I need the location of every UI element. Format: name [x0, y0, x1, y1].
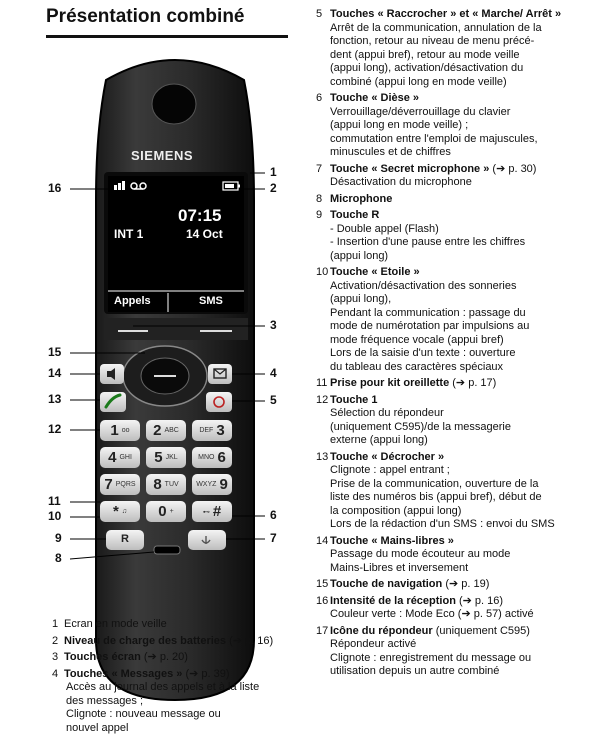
r-key-label[interactable]: R	[121, 533, 129, 545]
legend-description: Clignote : nouveau message ou	[66, 708, 221, 720]
legend-item	[316, 163, 600, 190]
legend-title: Microphone	[330, 192, 393, 205]
legend-item	[52, 635, 302, 649]
key-digit: 5	[154, 449, 163, 466]
legend-description: la composition (appui long)	[330, 504, 462, 517]
key-digit: 9	[219, 476, 228, 493]
legend-title: Touche « Etoile »	[330, 266, 420, 278]
legend-reference: (uniquement C595)	[432, 624, 530, 637]
legend-reference: (➔ p. 16)	[226, 634, 274, 647]
key-digit: 2	[153, 422, 162, 439]
key-4[interactable]	[100, 447, 140, 468]
legend-item	[316, 92, 600, 160]
legend-number: 17	[316, 624, 329, 637]
legend-description: Activation/désactivation des sonneries	[330, 279, 517, 292]
callout-2: 2	[270, 181, 277, 195]
legend-item	[316, 595, 600, 622]
legend-description: - Insertion d'une pause entre les chiffres	[330, 236, 526, 248]
key-digit: #	[212, 503, 222, 520]
legend-title: Icône du répondeur	[330, 624, 433, 637]
legend-title: Touche « Décrocher »	[330, 450, 445, 463]
callout-10: 10	[48, 509, 62, 523]
key-letters: ♫	[121, 508, 128, 515]
legend-number: 7	[316, 162, 323, 175]
earpiece	[152, 84, 196, 124]
legend-description: mode de numérotation par impulsions au	[330, 320, 530, 332]
key-letters: GHI	[119, 454, 132, 461]
key-letters: ABC	[164, 427, 179, 434]
key-digit: 1	[110, 422, 119, 439]
key-2[interactable]	[146, 420, 186, 441]
key-3[interactable]	[192, 420, 232, 441]
legend-description: Lors de la saisie d'un texte : ouverture	[330, 347, 516, 359]
legend-number: 16	[316, 594, 329, 607]
legend-item	[316, 8, 600, 89]
legend-number: 4	[52, 667, 59, 680]
legend-reference: (➔ p. 17)	[449, 377, 497, 389]
legend-title: Touche « Secret microphone »	[330, 162, 490, 175]
callout-3: 3	[270, 318, 277, 332]
legend-number: 8	[316, 192, 323, 205]
legend-description: Répondeur activé	[330, 638, 417, 650]
legend-item	[52, 651, 302, 665]
legend-description: liste des numéros bis (appui bref), début de	[330, 491, 542, 503]
legend-item	[316, 394, 600, 448]
callout-15: 15	[48, 345, 62, 359]
legend-number: 1	[52, 618, 59, 630]
legend-item	[316, 535, 600, 576]
callout-11: 11	[48, 494, 61, 508]
legend-title: Touches « Messages »	[64, 667, 183, 680]
key-letters: ⊷	[202, 508, 210, 516]
legend-description: Mains-Libres et inversement	[330, 561, 469, 574]
screen-date: 14 Oct	[186, 227, 223, 241]
legend-description: nouvel appel	[66, 721, 129, 734]
legend-description: commutation entre l'emploi de majuscules,	[330, 132, 538, 145]
key-digit: 4	[108, 449, 117, 466]
key-9[interactable]	[192, 474, 232, 495]
legend-title: Touches écran	[64, 651, 141, 663]
callout-13: 13	[48, 392, 62, 406]
legend-item	[316, 377, 600, 391]
legend-number: 3	[52, 651, 59, 663]
key-letters: TUV	[164, 481, 179, 488]
legend-item	[52, 668, 302, 736]
legend-list-right	[316, 8, 600, 682]
legend-description: Passage du mode écouteur au mode	[330, 548, 511, 560]
legend-title: Niveau de charge des batteries	[64, 634, 227, 647]
legend-reference: (➔ p. 30)	[489, 162, 537, 175]
key-letters: +	[169, 508, 174, 515]
key-letters: JKL	[165, 454, 178, 461]
legend-description: (uniquement C595)/de la messagerie	[330, 420, 511, 433]
callout-14: 14	[48, 366, 62, 380]
key-7[interactable]	[100, 474, 140, 495]
legend-item	[316, 209, 600, 263]
key-digit: *	[112, 503, 119, 520]
callout-8: 8	[55, 551, 62, 565]
key-letters: MNO	[198, 454, 215, 461]
key-letters: PQRS	[115, 481, 136, 488]
callout-5: 5	[270, 393, 277, 407]
legend-description: Pendant la communication : passage du	[330, 306, 526, 319]
legend-description: fonction, retour au niveau de menu précé-	[330, 35, 535, 47]
key-8[interactable]	[146, 474, 186, 495]
legend-description: Désactivation du microphone	[330, 176, 472, 188]
softkey-right-label[interactable]: SMS	[199, 295, 223, 307]
mute-key	[188, 530, 226, 550]
legend-title: Prise pour kit oreillette	[330, 377, 450, 389]
key-digit: 6	[217, 449, 226, 466]
legend-description: externe (appui long)	[330, 434, 428, 446]
legend-number: 11	[316, 377, 328, 389]
key-digit: 0	[158, 503, 167, 520]
legend-item	[52, 618, 302, 632]
legend-number: 6	[316, 92, 323, 104]
callout-4: 4	[270, 366, 277, 380]
legend-number: 15	[316, 578, 329, 590]
legend-description: Verrouillage/déverrouillage du clavier	[330, 105, 511, 118]
legend-description: du tableau des caractères spéciaux	[330, 360, 504, 373]
key-digit: 3	[216, 422, 225, 439]
brand-logo: SIEMENS	[131, 148, 194, 163]
key-6[interactable]	[192, 447, 232, 468]
legend-description: - Double appel (Flash)	[330, 222, 439, 235]
key-digit: 8	[153, 476, 162, 493]
legend-title: Touche « Mains-libres »	[330, 534, 454, 547]
legend-list-left	[52, 618, 302, 738]
legend-description: minuscules et de chiffres	[330, 146, 451, 158]
key-star[interactable]	[100, 501, 140, 522]
legend-description: (appui long en mode veille) ;	[330, 119, 469, 131]
callout-12: 12	[48, 422, 62, 436]
legend-number: 10	[316, 266, 329, 278]
legend-description: dent (appui bref), retour au mode veille	[330, 48, 520, 61]
legend-description: utilisation depuis un autre combiné	[330, 665, 500, 677]
key-0[interactable]	[146, 501, 186, 522]
legend-number: 13	[316, 450, 329, 463]
end-key	[206, 392, 232, 412]
callout-7: 7	[270, 531, 277, 545]
legend-number: 2	[52, 634, 59, 647]
legend-number: 14	[316, 534, 329, 547]
key-hash[interactable]	[192, 501, 232, 522]
legend-description: Prise de la communication, ouverture de la	[330, 477, 539, 490]
call-key	[100, 392, 126, 412]
legend-reference: (➔ p. 39)	[182, 667, 230, 680]
softkey-strip	[104, 318, 248, 340]
legend-item	[316, 451, 600, 532]
key-letters: oo	[121, 427, 130, 434]
callout-16: 16	[48, 181, 62, 195]
legend-title: Ecran en mode veille	[64, 618, 167, 630]
legend-description: Arrêt de la communication, annulation de la	[330, 21, 542, 34]
legend-reference: (➔ p. 19)	[442, 578, 490, 590]
key-1[interactable]	[100, 420, 140, 441]
callout-1: 1	[270, 165, 277, 179]
legend-description: Couleur verte : Mode Eco (➔ p. 57) activé	[330, 608, 534, 620]
legend-item	[316, 266, 600, 374]
legend-description: Clignote : enregistrement du message ou	[330, 651, 532, 664]
legend-description: Sélection du répondeur	[330, 407, 444, 419]
legend-description: mode fréquence vocale (appui bref)	[330, 333, 504, 346]
legend-title: Touches « Raccrocher » et « Marche/ Arrêt »	[330, 8, 562, 20]
legend-number: 9	[316, 209, 323, 221]
page-title: Présentation combiné	[46, 6, 245, 27]
legend-description: Lors de la rédaction d'un SMS : envoi du SMS	[330, 518, 555, 530]
legend-description: Clignote : appel entrant ;	[330, 464, 450, 476]
display	[108, 176, 244, 312]
legend-item	[316, 193, 600, 207]
legend-number: 12	[316, 393, 329, 406]
legend-reference: (➔ p. 16)	[455, 594, 504, 607]
legend-title: Intensité de la réception	[330, 594, 456, 607]
title-rule	[46, 35, 288, 38]
legend-description: des messages ;	[66, 694, 144, 707]
microphone-slot	[154, 546, 180, 554]
key-digit: 7	[104, 476, 113, 493]
legend-item	[316, 578, 600, 592]
legend-title: Touche de navigation	[330, 578, 443, 590]
callout-6: 6	[270, 508, 277, 522]
screen-line: INT 1	[114, 227, 144, 241]
key-letters: DEF	[199, 427, 214, 434]
legend-title: Touche 1	[330, 393, 378, 406]
screen-time: 07:15	[178, 206, 222, 225]
key-5[interactable]	[146, 447, 186, 468]
legend-number: 5	[316, 8, 323, 20]
callout-9: 9	[55, 531, 62, 545]
legend-description: (appui long), activation/désactivation du	[330, 62, 524, 74]
legend-title: Touche R	[330, 209, 380, 221]
legend-item	[316, 625, 600, 679]
legend-description: Accès au journal des appels et à la liste	[66, 681, 260, 693]
legend-description: (appui long),	[330, 293, 392, 305]
legend-reference: (➔ p. 20)	[140, 651, 188, 663]
legend-title: Touche « Dièse »	[330, 92, 420, 104]
legend-description: (appui long)	[330, 249, 389, 262]
legend-description: combiné (appui long en mode veille)	[330, 75, 507, 88]
softkey-left-label[interactable]: Appels	[114, 295, 151, 307]
key-letters: WXYZ	[196, 481, 217, 488]
